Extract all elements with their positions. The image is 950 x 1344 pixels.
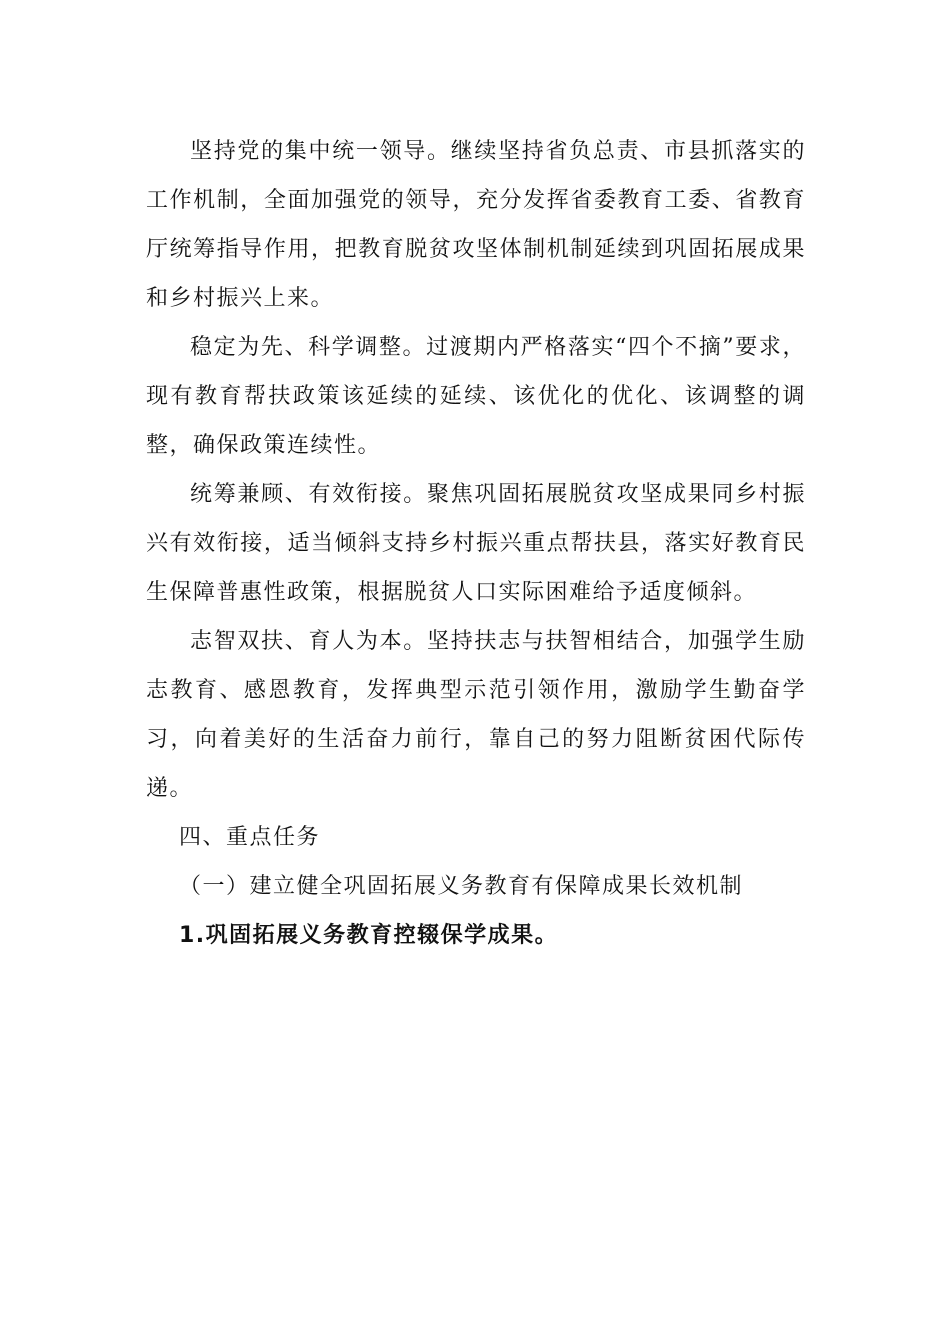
paragraph-aspiration-wisdom: 志智双扶、育人为本。坚持扶志与扶智相结合，加强学生励志教育、感恩教育，发挥典型示范引领作用，激励学生勤奋学习，向着美好的生活奋力前行，靠自己的努力阻断贫困代际传递。 xyxy=(146,629,806,801)
item-heading: 1.巩固拓展义务教育控辍保学成果。 xyxy=(179,923,559,948)
section-heading: 四、重点任务 xyxy=(179,825,321,850)
paragraph-party-leadership: 坚持党的集中统一领导。继续坚持省负总责、市县抓落实的工作机制，全面加强党的领导，充分发挥省委教育工委、省教育厅统筹指导作用，把教育脱贫攻坚体制机制延续到巩固拓展成果和乡村振兴上来。 xyxy=(146,139,806,311)
subsection-heading: （一）建立健全巩固拓展义务教育有保障成果长效机制 xyxy=(179,874,744,899)
document-body xyxy=(146,127,806,960)
paragraph-stability-first: 稳定为先、科学调整。过渡期内严格落实“四个不摘”要求，现有教育帮扶政策该延续的延续、该优化的优化、该调整的调整，确保政策连续性。 xyxy=(146,335,806,458)
paragraph-coordination: 统筹兼顾、有效衔接。聚焦巩固拓展脱贫攻坚成果同乡村振兴有效衔接，适当倾斜支持乡村振兴重点帮扶县，落实好教育民生保障普惠性政策，根据脱贫人口实际困难给予适度倾斜。 xyxy=(146,482,806,605)
